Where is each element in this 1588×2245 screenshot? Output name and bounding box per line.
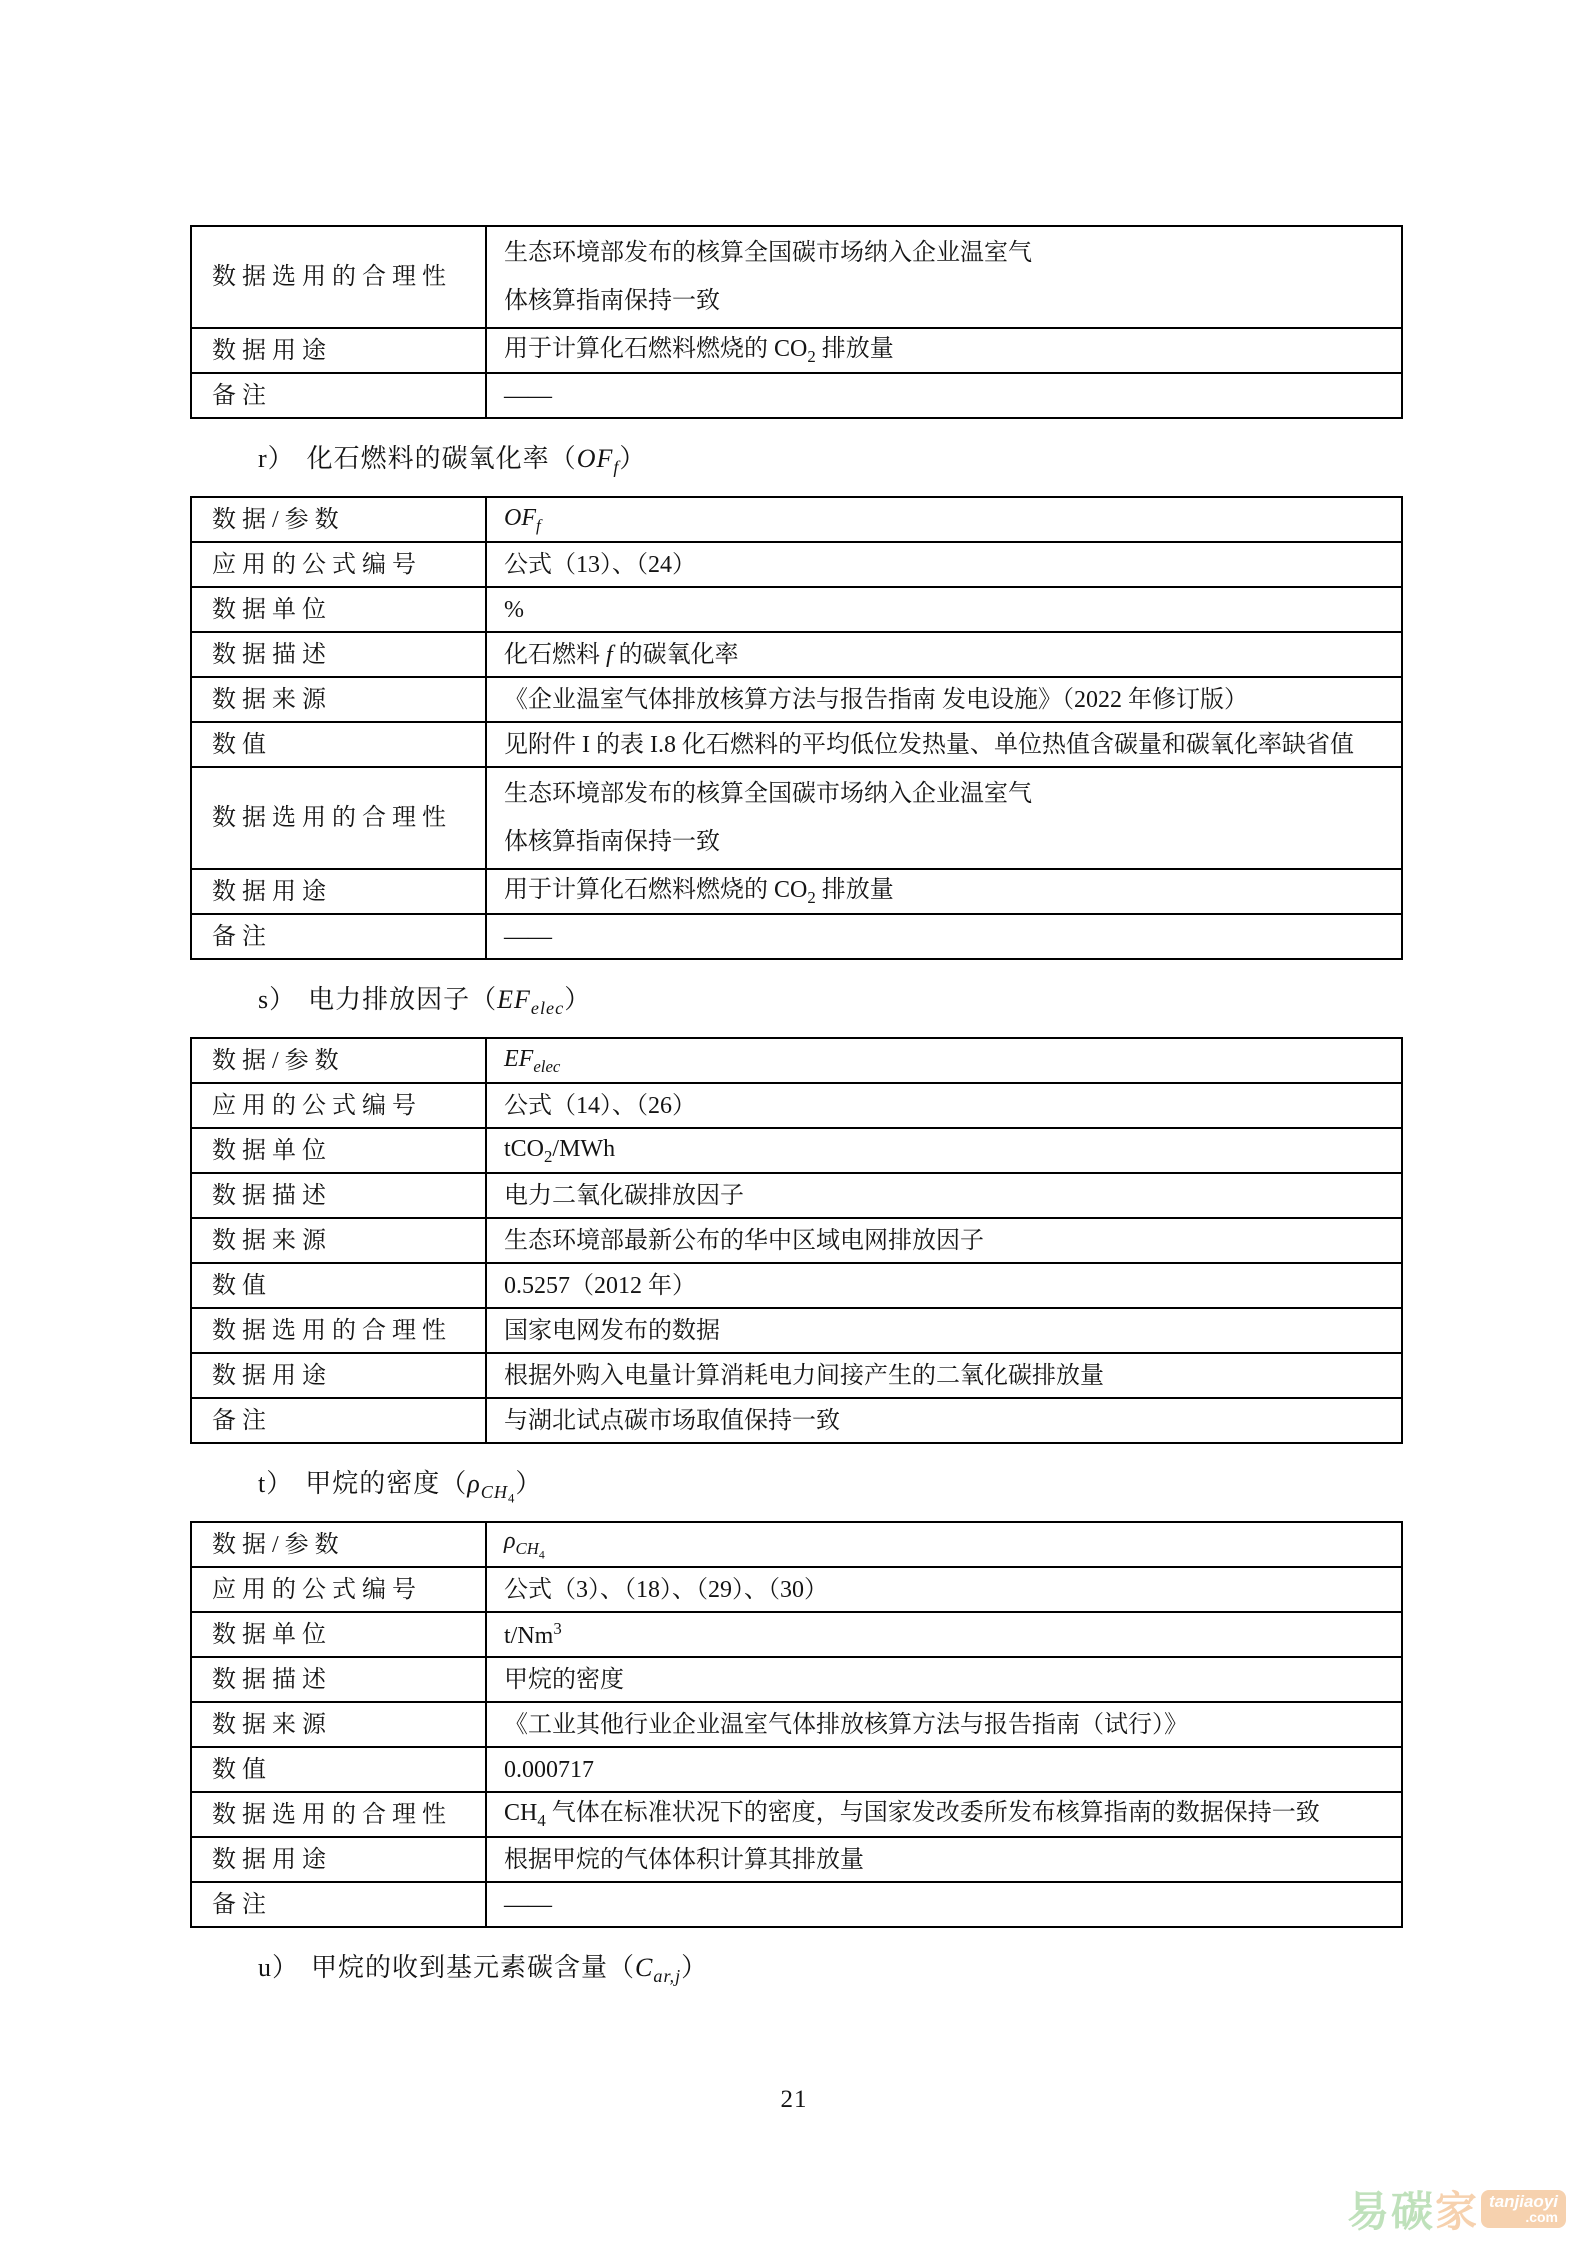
row-label: 备注 <box>191 1882 486 1927</box>
table-row <box>191 767 1402 869</box>
row-label: 数据单位 <box>191 1128 486 1173</box>
table-rho-ch4 <box>190 1521 1403 1928</box>
row-label: 数据单位 <box>191 587 486 632</box>
row-value: 《工业其他行业企业温室气体排放核算方法与报告指南（试行）》 <box>486 1702 1402 1747</box>
table-row <box>191 497 1402 542</box>
row-label: 数据用途 <box>191 1837 486 1882</box>
table-row <box>191 1657 1402 1702</box>
section-letter: u） <box>258 1953 300 1982</box>
row-label: 备注 <box>191 1398 486 1443</box>
row-label: 数据用途 <box>191 869 486 914</box>
row-value: tCO$_2$/MWh <box>486 1128 1402 1173</box>
table-row <box>191 1702 1402 1747</box>
row-value: 见附件 I 的表 I.8 化石燃料的平均低位发热量、单位热值含碳量和碳氧化率缺省值 <box>486 722 1402 767</box>
table-row <box>191 1522 1402 1567</box>
row-label: 应用的公式编号 <box>191 542 486 587</box>
section-letter: s） <box>258 985 297 1014</box>
row-label: 备注 <box>191 373 486 418</box>
row-label: 数据来源 <box>191 1702 486 1747</box>
row-value: $EF_{elec}$ <box>486 1038 1402 1083</box>
section-heading-u <box>190 1943 1403 1993</box>
row-label: 数据选用的合理性 <box>191 1308 486 1353</box>
row-value: 公式（13）、（24） <box>486 542 1402 587</box>
row-value: —— <box>486 1882 1402 1927</box>
row-value: 国家电网发布的数据 <box>486 1308 1402 1353</box>
watermark-badge-line1: tanjiaoyi <box>1489 2192 1558 2211</box>
table-row <box>191 226 1402 328</box>
row-label: 数据单位 <box>191 1612 486 1657</box>
table-row <box>191 1263 1402 1308</box>
table-row <box>191 1173 1402 1218</box>
row-label: 应用的公式编号 <box>191 1083 486 1128</box>
row-value: 化石燃料 f 的碳氧化率 <box>486 632 1402 677</box>
row-label: 数据选用的合理性 <box>191 1792 486 1837</box>
table-row <box>191 1353 1402 1398</box>
table-row <box>191 722 1402 767</box>
table-row <box>191 677 1402 722</box>
section-title: 甲烷的密度$(\rho_{CH_4})$ <box>305 1469 543 1506</box>
row-label: 数据选用的合理性 <box>191 226 486 328</box>
row-label: 备注 <box>191 914 486 959</box>
table-row <box>191 632 1402 677</box>
row-label: 数据/参数 <box>191 497 486 542</box>
row-value: 根据甲烷的气体体积计算其排放量 <box>486 1837 1402 1882</box>
row-value: $\rho_{CH_4}$ <box>486 1522 1402 1567</box>
row-label: 应用的公式编号 <box>191 1567 486 1612</box>
table-row <box>191 1567 1402 1612</box>
section-heading-s <box>190 975 1403 1025</box>
row-value: 0.000717 <box>486 1747 1402 1792</box>
row-value: —— <box>486 373 1402 418</box>
row-label: 数据描述 <box>191 1173 486 1218</box>
table-row <box>191 1218 1402 1263</box>
table-row <box>191 1128 1402 1173</box>
row-value: 与湖北试点碳市场取值保持一致 <box>486 1398 1402 1443</box>
table-row <box>191 1747 1402 1792</box>
table-q-continuation <box>190 225 1403 419</box>
section-letter: r） <box>258 444 295 473</box>
row-label: 数值 <box>191 722 486 767</box>
section-title: 化石燃料的碳氧化率$(OF_f)$ <box>306 444 647 478</box>
row-label: 数据用途 <box>191 328 486 373</box>
table-of-f <box>190 496 1403 960</box>
section-heading-t <box>190 1459 1403 1509</box>
row-value: 甲烷的密度 <box>486 1657 1402 1702</box>
row-value: $OF_f$ <box>486 497 1402 542</box>
row-label: 数据用途 <box>191 1353 486 1398</box>
table-row <box>191 1837 1402 1882</box>
row-value: % <box>486 587 1402 632</box>
row-value: 《企业温室气体排放核算方法与报告指南 发电设施》（2022 年修订版） <box>486 677 1402 722</box>
table-ef-elec <box>190 1037 1403 1444</box>
row-value: 用于计算化石燃料燃烧的 $CO_2$ 排放量 <box>486 869 1402 914</box>
page-content <box>190 225 1403 2005</box>
page-number: 21 <box>780 2086 808 2113</box>
table-row <box>191 1083 1402 1128</box>
row-label: 数值 <box>191 1747 486 1792</box>
row-value: 电力二氧化碳排放因子 <box>486 1173 1402 1218</box>
row-label: 数据选用的合理性 <box>191 767 486 869</box>
watermark-text-orange: 家 <box>1435 2188 1478 2235</box>
row-label: 数据描述 <box>191 632 486 677</box>
row-label: 数据来源 <box>191 677 486 722</box>
table-row <box>191 869 1402 914</box>
row-value: 公式（14）、（26） <box>486 1083 1402 1128</box>
row-value: 生态环境部最新公布的华中区域电网排放因子 <box>486 1218 1402 1263</box>
row-value: 用于计算化石燃料燃烧的 $CO_2$ 排放量 <box>486 328 1402 373</box>
watermark-badge <box>1481 2190 1566 2228</box>
row-label: 数据来源 <box>191 1218 486 1263</box>
row-value: 生态环境部发布的核算全国碳市场纳入企业温室气 体核算指南保持一致 <box>486 767 1402 869</box>
table-row <box>191 914 1402 959</box>
row-value: 公式（3）、（18）、（29）、（30） <box>486 1567 1402 1612</box>
table-row <box>191 542 1402 587</box>
section-heading-r <box>190 434 1403 484</box>
row-value: 生态环境部发布的核算全国碳市场纳入企业温室气 体核算指南保持一致 <box>486 226 1402 328</box>
table-row <box>191 1308 1402 1353</box>
row-value: $CH_4$ 气体在标准状况下的密度，与国家发改委所发布核算指南的数据保持一致 <box>486 1792 1402 1837</box>
row-value: 根据外购入电量计算消耗电力间接产生的二氧化碳排放量 <box>486 1353 1402 1398</box>
table-row <box>191 328 1402 373</box>
row-value: 0.5257（2012 年） <box>486 1263 1402 1308</box>
section-title: 电力排放因子$(EF_{elec})$ <box>308 985 592 1019</box>
row-label: 数值 <box>191 1263 486 1308</box>
table-row <box>191 587 1402 632</box>
row-value: —— <box>486 914 1402 959</box>
table-row <box>191 1882 1402 1927</box>
row-label: 数据描述 <box>191 1657 486 1702</box>
watermark-text-green: 易碳 <box>1347 2188 1436 2235</box>
table-row <box>191 1038 1402 1083</box>
tanjiaoyi-watermark <box>1347 2179 1566 2239</box>
row-value: t/Nm$^3$ <box>486 1612 1402 1657</box>
row-label: 数据/参数 <box>191 1522 486 1567</box>
table-row <box>191 1398 1402 1443</box>
row-label: 数据/参数 <box>191 1038 486 1083</box>
watermark-badge-line2: .com <box>1525 2209 1558 2225</box>
table-row <box>191 373 1402 418</box>
section-letter: t） <box>258 1469 294 1498</box>
table-row <box>191 1792 1402 1837</box>
table-row <box>191 1612 1402 1657</box>
section-title: 甲烷的收到基元素碳含量$(C_{ar,j})$ <box>311 1953 709 1987</box>
